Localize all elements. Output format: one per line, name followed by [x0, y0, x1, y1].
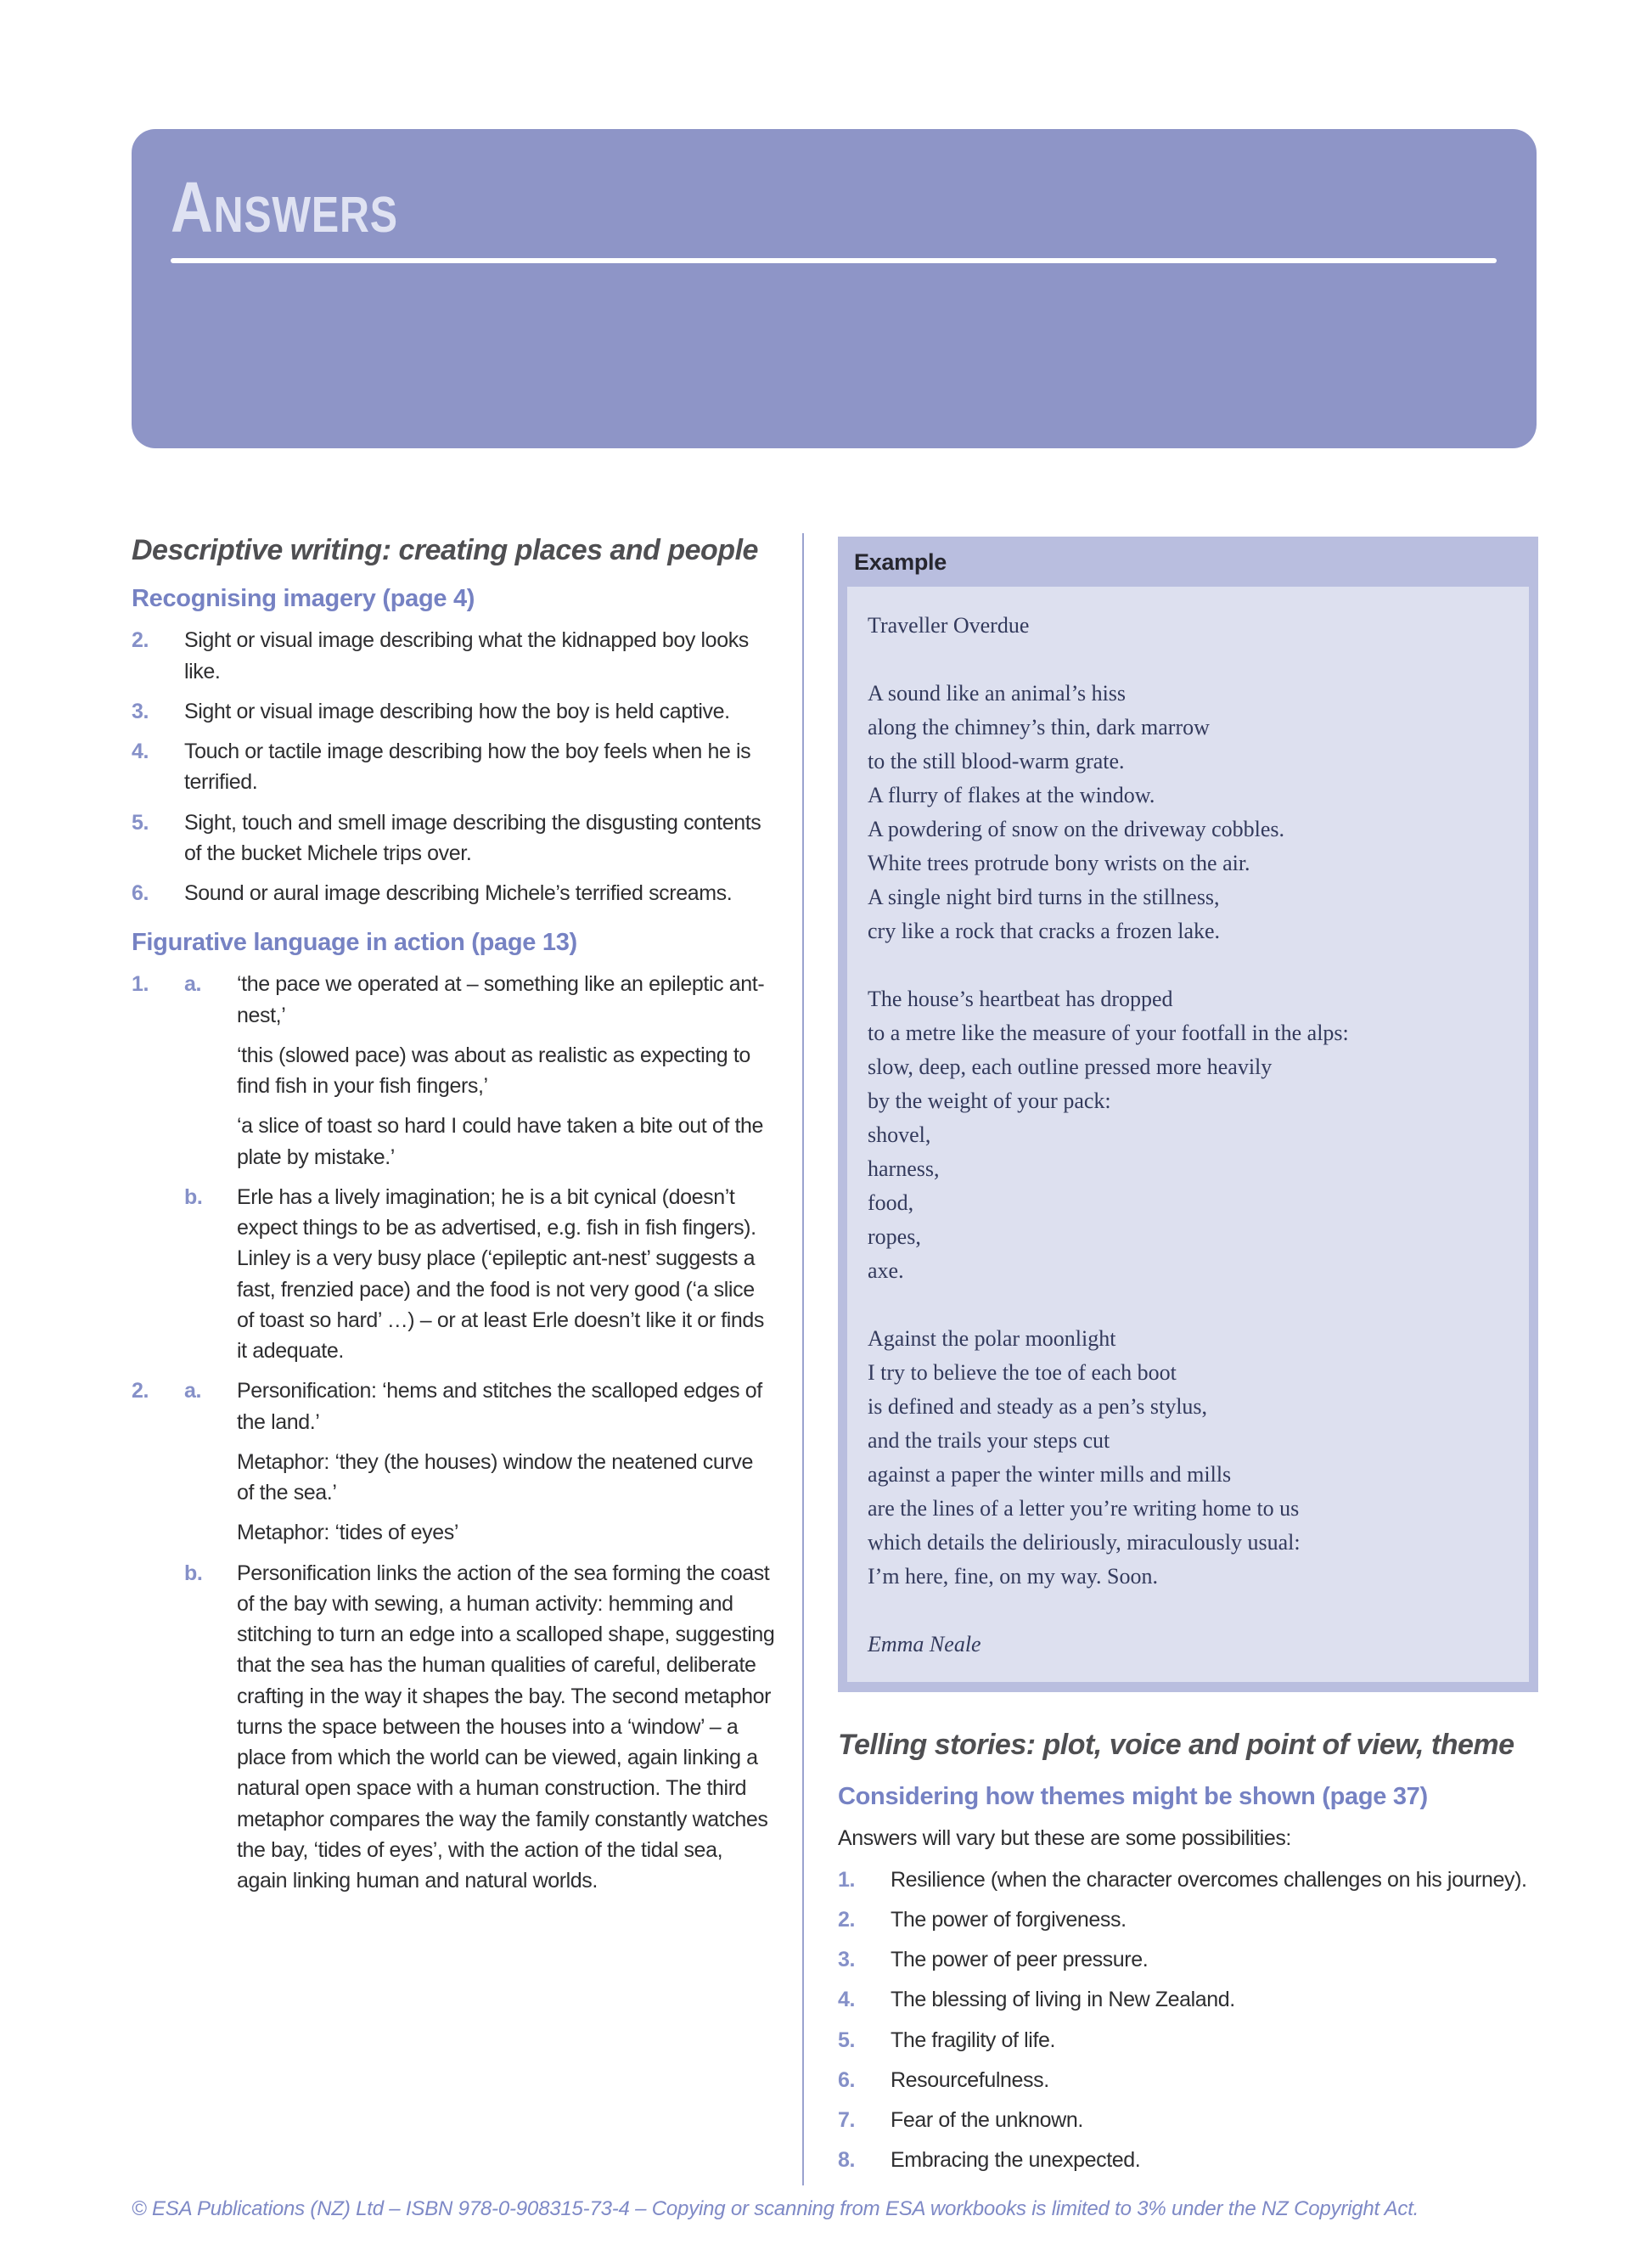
list-item: [838, 1864, 1538, 1895]
poem-line: to a metre like the measure of your footfall in the alps:: [868, 1021, 1349, 1045]
answer-letter: b.: [184, 1184, 203, 1209]
list-item-number: 6.: [838, 2067, 856, 2092]
poem-line: slow, deep, each outline pressed more heavily: [868, 1055, 1273, 1079]
list-item: [838, 2105, 1538, 2135]
figurative-language-list: [132, 969, 775, 1896]
left-column: [132, 533, 802, 2185]
list-item: [838, 1944, 1538, 1975]
poem-line: Against the polar moonlight: [868, 1326, 1116, 1351]
answer-paragraph: Metaphor: ‘they (the houses) window the neatened curve of the sea.’: [237, 1449, 753, 1505]
example-box: [838, 537, 1538, 1692]
subheading-recognising-imagery: Recognising imagery (page 4): [132, 585, 475, 613]
poem-line: I try to believe the toe of each boot: [868, 1360, 1177, 1385]
list-item-text: Embracing the unexpected.: [891, 2148, 1141, 2173]
list-item-text: Resilience (when the character overcomes challenges on his journey).: [891, 1867, 1527, 1892]
answer-letter: a.: [184, 972, 202, 997]
poem-line: harness,: [868, 1156, 940, 1181]
poem-line: I’m here, fine, on my way. Soon.: [868, 1564, 1159, 1589]
list-item: [838, 2025, 1538, 2056]
poem-line: along the chimney’s thin, dark marrow: [868, 715, 1210, 740]
answer-paragraph: ‘this (slowed pace) was about as realistic as expecting to find fish in your fish fingers,’: [237, 1043, 750, 1099]
answer-number: 2.: [132, 1379, 149, 1403]
poem-line: cry like a rock that cracks a frozen lake.: [868, 919, 1221, 943]
list-item-text: The fragility of life.: [891, 2028, 1056, 2052]
answer-paragraphs: [237, 1182, 775, 1367]
list-item: [132, 878, 775, 908]
poem-stanza: [868, 1322, 1514, 1594]
list-item-number: 7.: [838, 2108, 856, 2133]
list-item-text: Resourcefulness.: [891, 2067, 1049, 2092]
poem-line: A flurry of flakes at the window.: [868, 783, 1155, 807]
list-item: [838, 1904, 1538, 1935]
poem-line: by the weight of your pack:: [868, 1088, 1111, 1113]
poem-author: Emma Neale: [868, 1632, 981, 1656]
answers-banner: [132, 129, 1537, 448]
answer-paragraph: Personification links the action of the sea forming the coast of the bay with sewing, a human activity: hemming and stitching to turn an edge into a scalloped shape, suggesting that the sea has the human qualities of careful, deliberate crafting in the way it shapes the bay. The second metaphor turns the space between the houses into a ‘window’ – a place from which the world can be viewed, again linking a natural open space with a human construction. The third metaphor compares the way the family constantly watches the bay, ‘tides of eyes’, with the action of the tidal sea, again linking human and natural worlds.: [237, 1561, 775, 1893]
list-item: [132, 736, 775, 798]
list-item-number: 5.: [838, 2028, 856, 2052]
list-item-number: 2.: [132, 628, 149, 653]
section-title-descriptive-writing: Descriptive writing: creating places and people: [132, 534, 758, 566]
list-item-text: Fear of the unknown.: [891, 2108, 1083, 2133]
answer-paragraphs: [237, 969, 775, 1173]
list-item-text: The power of peer pressure.: [891, 1948, 1149, 1972]
list-item-text: Sight or visual image describing what the kidnapped boy looks like.: [184, 628, 749, 683]
list-item: [838, 1984, 1538, 2015]
answer-paragraphs: [237, 1558, 775, 1897]
banner-underline: [171, 258, 1497, 263]
answer-paragraph: Metaphor: ‘tides of eyes’: [237, 1521, 458, 1545]
answer-number: 1.: [132, 972, 149, 997]
subheading-figurative-language: Figurative language in action (page 13): [132, 929, 577, 957]
poem-line: to the still blood-warm grate.: [868, 749, 1125, 773]
poem-line: axe.: [868, 1258, 904, 1283]
answer-paragraphs: [237, 1375, 775, 1548]
list-item-number: 1.: [838, 1867, 856, 1892]
section-title-telling-stories: Telling stories: plot, voice and point of view, theme: [838, 1729, 1514, 1761]
page-title: Answers: [171, 167, 398, 247]
subheading-considering-themes: Considering how themes might be shown (page 37): [838, 1783, 1428, 1811]
poem-line: A sound like an animal’s hiss: [868, 681, 1127, 706]
list-item: [132, 625, 775, 687]
answer-row-2b: [132, 1558, 775, 1897]
list-item-number: 8.: [838, 2148, 856, 2173]
answer-paragraph: Erle has a lively imagination; he is a bit cynical (doesn’t expect things to be as advertised, e.g. fish in fish fingers). Linley is a very busy place (‘epileptic ant-nest’ suggests a fast, frenzied pace) and the food is not very good (‘a slice of toast so hard’ …) – or at least Erle doesn’t like it or finds it adequate.: [237, 1184, 764, 1364]
answer-letter: b.: [184, 1561, 203, 1585]
list-item-number: 4.: [132, 740, 149, 764]
content-area: [132, 533, 1538, 2185]
answer-number: [132, 1558, 184, 1897]
list-item-number: 2.: [838, 1907, 856, 1932]
poem-line: shovel,: [868, 1122, 931, 1147]
right-column: [804, 533, 1538, 2185]
poem-stanza: [868, 677, 1514, 948]
poem-line: A single night bird turns in the stillness,: [868, 885, 1220, 909]
list-item: [838, 2145, 1538, 2175]
list-item: [838, 2065, 1538, 2095]
themes-intro-text: Answers will vary but these are some possibilities:: [838, 1826, 1291, 1851]
list-item-text: Sound or aural image describing Michele’s terrified screams.: [184, 881, 733, 906]
poem-line: The house’s heartbeat has dropped: [868, 987, 1173, 1011]
poem-line: are the lines of a letter you’re writing home to us: [868, 1496, 1300, 1521]
answer-paragraph: ‘the pace we operated at – something like an epileptic ant-nest,’: [237, 972, 765, 1027]
poem-title: Traveller Overdue: [868, 613, 1030, 638]
poem-line: which details the deliriously, miraculously usual:: [868, 1530, 1301, 1555]
answer-letter: a.: [184, 1379, 202, 1403]
poem-line: against a paper the winter mills and mills: [868, 1462, 1232, 1487]
poem: [868, 609, 1514, 1662]
list-item-number: 3.: [838, 1948, 856, 1972]
poem-line: A powdering of snow on the driveway cobbles.: [868, 817, 1285, 841]
list-item-text: Sight or visual image describing how the boy is held captive.: [184, 699, 730, 723]
list-item-number: 3.: [132, 699, 149, 723]
answer-row-1b: [132, 1182, 775, 1367]
themes-list: [838, 1864, 1538, 2176]
poem-line: food,: [868, 1190, 914, 1215]
footer-copyright: © ESA Publications (NZ) Ltd – ISBN 978-0-908315-73-4 – Copying or scanning from ESA workbooks is limited to 3% under the NZ Copyright Act.: [132, 2197, 1419, 2220]
list-item-text: The blessing of living in New Zealand.: [891, 1988, 1235, 2012]
poem-line: is defined and steady as a pen’s stylus,: [868, 1394, 1208, 1419]
list-item-number: 4.: [838, 1988, 856, 2012]
list-item-number: 6.: [132, 881, 149, 906]
poem-line: ropes,: [868, 1224, 921, 1249]
list-item-text: Touch or tactile image describing how the boy feels when he is terrified.: [184, 740, 751, 795]
list-item-number: 5.: [132, 810, 149, 835]
list-item-text: Sight, touch and smell image describing the disgusting contents of the bucket Michele trips over.: [184, 810, 761, 865]
poem-stanza: [868, 982, 1514, 1288]
list-item: [132, 696, 775, 727]
recognising-imagery-list: [132, 625, 775, 908]
list-item-text: The power of forgiveness.: [891, 1907, 1127, 1932]
poem-line: and the trails your steps cut: [868, 1428, 1110, 1453]
list-item: [132, 807, 775, 869]
poem-line: White trees protrude bony wrists on the air.: [868, 851, 1250, 875]
answer-row-1a: [132, 969, 775, 1173]
example-label: Example: [854, 549, 947, 575]
answer-number: [132, 1182, 184, 1367]
answer-paragraph: ‘a slice of toast so hard I could have taken a bite out of the plate by mistake.’: [237, 1114, 764, 1169]
answer-paragraph: Personification: ‘hems and stitches the scalloped edges of the land.’: [237, 1379, 762, 1434]
example-inner-panel: [847, 587, 1529, 1682]
answer-row-2a: [132, 1375, 775, 1548]
